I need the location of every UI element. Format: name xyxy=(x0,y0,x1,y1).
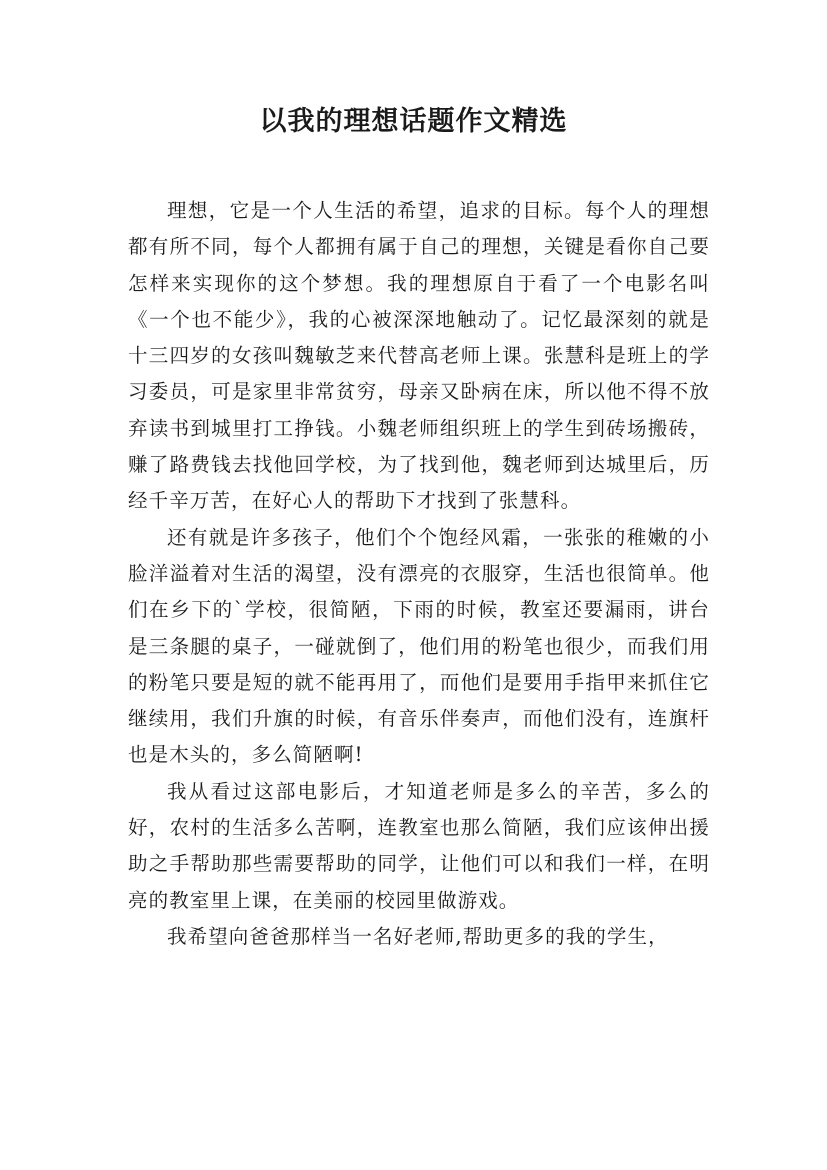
paragraph-4: 我希望向爸爸那样当一名好老师,帮助更多的我的学生， xyxy=(167,924,669,948)
paragraph-2: 还有就是许多孩子，他们个个饱经风霜，一张张的稚嫩的小脸洋溢着对生活的渴望，没有漂亮的衣服穿，生活也很简单。他们在乡下的`学校，很简陋，下雨的时候，教室还要漏雨，讲台是三条腿的桌子，一碰就倒了，他们用的粉笔也很少，而我们用的粉笔只要是短的就不能再用了，而他们是要用手指甲来抓住它继续用，我们升旗的时候，有音乐伴奏声，而他们没有，连旗杆也是木头的，多么简陋啊! xyxy=(128,525,710,767)
paragraph-3: 我从看过这部电影后，才知道老师是多么的辛苦，多么的好，农村的生活多么苦啊，连教室也那么简陋，我们应该伸出援助之手帮助那些需要帮助的同学，让他们可以和我们一样，在明亮的教室里上课，在美丽的校园里做游戏。 xyxy=(128,779,710,912)
document-body xyxy=(128,193,710,955)
document-title: 以我的理想话题作文精选 xyxy=(259,106,568,137)
paragraph-1: 理想，它是一个人生活的希望，追求的目标。每个人的理想都有所不同，每个人都拥有属于自己的理想，关键是看你自己要怎样来实现你的这个梦想。我的理想原自于看了一个电影名叫《一个也不能少》，我的心被深深地触动了。记忆最深刻的就是十三四岁的女孩叫魏敏芝来代替高老师上课。张慧科是班上的学习委员，可是家里非常贫穷，母亲又卧病在床，所以他不得不放弃读书到城里打工挣钱。小魏老师组织班上的学生到砖场搬砖，赚了路费钱去找他回学校，为了找到他，魏老师到达城里后，历经千辛万苦，在好心人的帮助下才找到了张慧科。 xyxy=(128,199,710,513)
